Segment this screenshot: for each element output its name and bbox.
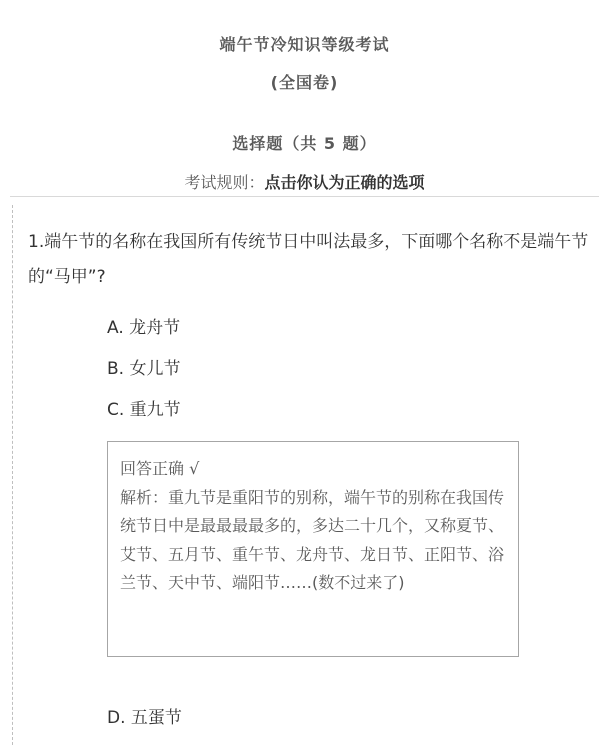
exam-title: 端午节冷知识等级考试 <box>219 35 390 54</box>
section-heading: 选择题（共 5 题） <box>232 134 377 153</box>
answer-result: 回答正确 √ <box>120 459 200 478</box>
question-text: 1.端午节的名称在我国所有传统节日中叫法最多，下面哪个名称不是端午节的“马甲”? <box>28 232 589 287</box>
divider <box>10 196 599 197</box>
option-b[interactable]: B. 女儿节 <box>107 359 181 379</box>
rules-text: 点击你认为正确的选项 <box>264 173 425 192</box>
left-dashed-border <box>12 205 13 745</box>
exam-rules <box>0 170 609 193</box>
option-a[interactable]: A. 龙舟节 <box>107 318 181 338</box>
option-d[interactable]: D. 五蛋节 <box>107 708 182 728</box>
answer-explanation: 解析：重九节是重阳节的别称，端午节的别称在我国传统节日中是最最最最多的，多达二十几个，又称夏节、艾节、五月节、重午节、龙舟节、龙日节、正阳节、浴兰节、天中节、端阳节……(数不过来了) <box>120 487 505 592</box>
option-c[interactable]: C. 重九节 <box>107 400 181 420</box>
answer-feedback-box <box>107 441 519 657</box>
rules-label: 考试规则： <box>184 173 265 192</box>
exam-subtitle: (全国卷) <box>270 73 339 92</box>
